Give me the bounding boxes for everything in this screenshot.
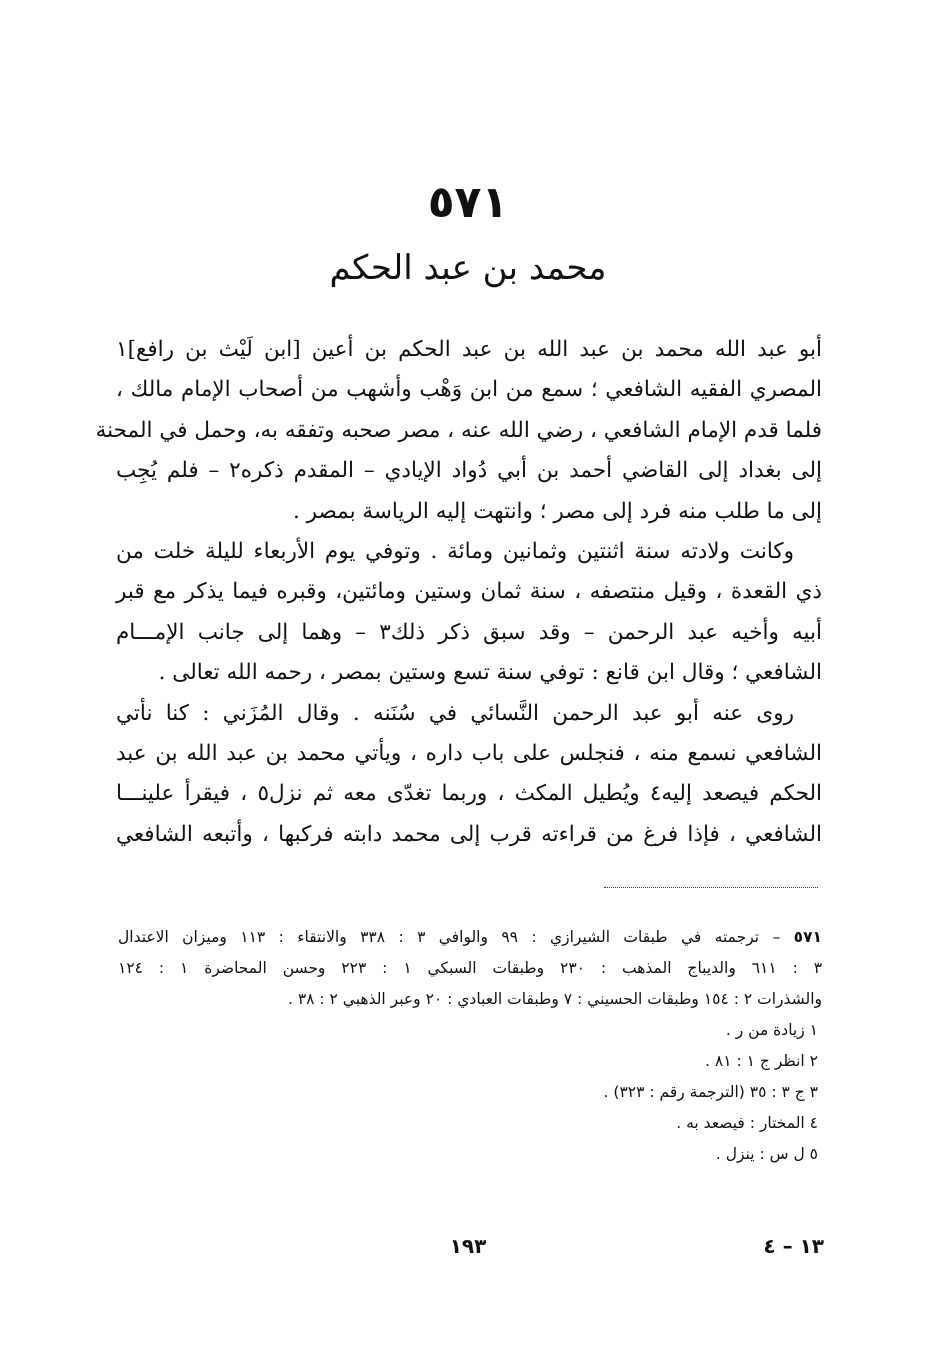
footnote-5: ٥ ل س : ينزل . [715, 1145, 818, 1163]
text-line: الشافعي ؛ وقال ابن قانع : توفي سنة تسع وستين بمصر ، رحمه الله تعالى . [158, 660, 822, 686]
text-line: وكانت ولادته سنة اثنتين وثمانين ومائة . وتوفي يوم الأربعاء لليلة خلت من [116, 539, 794, 565]
text-line: الحكم فيصعد إليه٤ ويُطيل المكث ، وربما تغدّى معه ثم نزل٥ ، فيقرأ علينـــا [116, 781, 823, 807]
entry-number: ٥٧١ [427, 177, 509, 228]
source-note-line [118, 922, 822, 953]
text-line: الشافعي نسمع منه ، فنجلس على باب داره ، ويأتي محمد بن عبد الله بن عبد [116, 741, 822, 767]
source-note-number: ٥٧١ [793, 928, 822, 946]
text-line: أبو عبد الله محمد بن عبد الله بن عبد الحكم بن أعين [ابن لَيْث بن رافع]١ [116, 337, 822, 362]
footnotes [118, 922, 822, 1170]
paragraph-3 [116, 694, 822, 856]
page-number: ١٩٣ [449, 1234, 487, 1258]
paragraph-1 [95, 330, 822, 532]
footnote-divider [604, 887, 818, 888]
text-line: المصري الفقيه الشافعي ؛ سمع من ابن وَهْب وأشهب من أصحاب الإمام مالك ، [116, 377, 822, 403]
text-line: أبيه وأخيه عبد الرحمن – وقد سبق ذكر ذلك٣ – وهما إلى جانب الإمـــام [116, 619, 823, 645]
text-line: فلما قدم الإمام الشافعي ، رضي الله عنه ، مصر صحبه وتفقه به، وحمل في المحنة [95, 417, 822, 443]
footnote-3: ٣ ج ٣ : ٣٥ (الترجمة رقم : ٣٢٣) . [603, 1083, 818, 1101]
text-line: إلى بغداد إلى القاضي أحمد بن أبي دُواد الإيادي – المقدم ذكره٢ – فلم يُجِب [116, 458, 822, 484]
footnote-1: ١ زيادة من ر . [725, 1021, 818, 1039]
biography-text [95, 330, 823, 855]
signature-mark: ١٣ – ٤ [763, 1234, 824, 1258]
source-note-line: ٣ : ٦١١ والديباج المذهب : ٢٣٠ وطبقات السبكي ١ : ٢٢٣ وحسن المحاضرة ١ : ١٢٤ [118, 959, 823, 977]
text-line: الشافعي ، فإذا فرغ من قراءته قرب إلى محمد دابته فركبها ، وأتبعه الشافعي [116, 821, 822, 847]
text-line: إلى ما طلب منه فرد إلى مصر ؛ وانتهت إليه الرياسة بمصر . [292, 498, 822, 524]
text-line: ذي القعدة ، وقيل منتصفه ، سنة ثمان وستين ومائتين، وقبره فيما يذكر مع قبر [116, 579, 822, 605]
source-note-line: والشذرات ٢ : ١٥٤ وطبقات الحسيني : ٧ وطبقات العبادي : ٢٠ وعبر الذهبي ٢ : ٣٨ . [287, 990, 822, 1008]
footnote-2: ٢ انظر ج ١ : ٨١ . [705, 1052, 818, 1070]
entry-title: محمد بن عبد الحكم [329, 248, 607, 288]
footnote-4: ٤ المختار : فيصعد به . [676, 1114, 818, 1132]
text-line: روى عنه أبو عبد الرحمن النَّسائي في سُنَنه . وقال المُزَني : كنا نأتي [116, 700, 794, 726]
source-note-text: – ترجمته في طبقات الشيرازي : ٩٩ والوافي ٣ : ٣٣٨ والانتقاء : ١١٣ وميزان الاعتدال [118, 928, 781, 946]
paragraph-2 [116, 532, 822, 694]
